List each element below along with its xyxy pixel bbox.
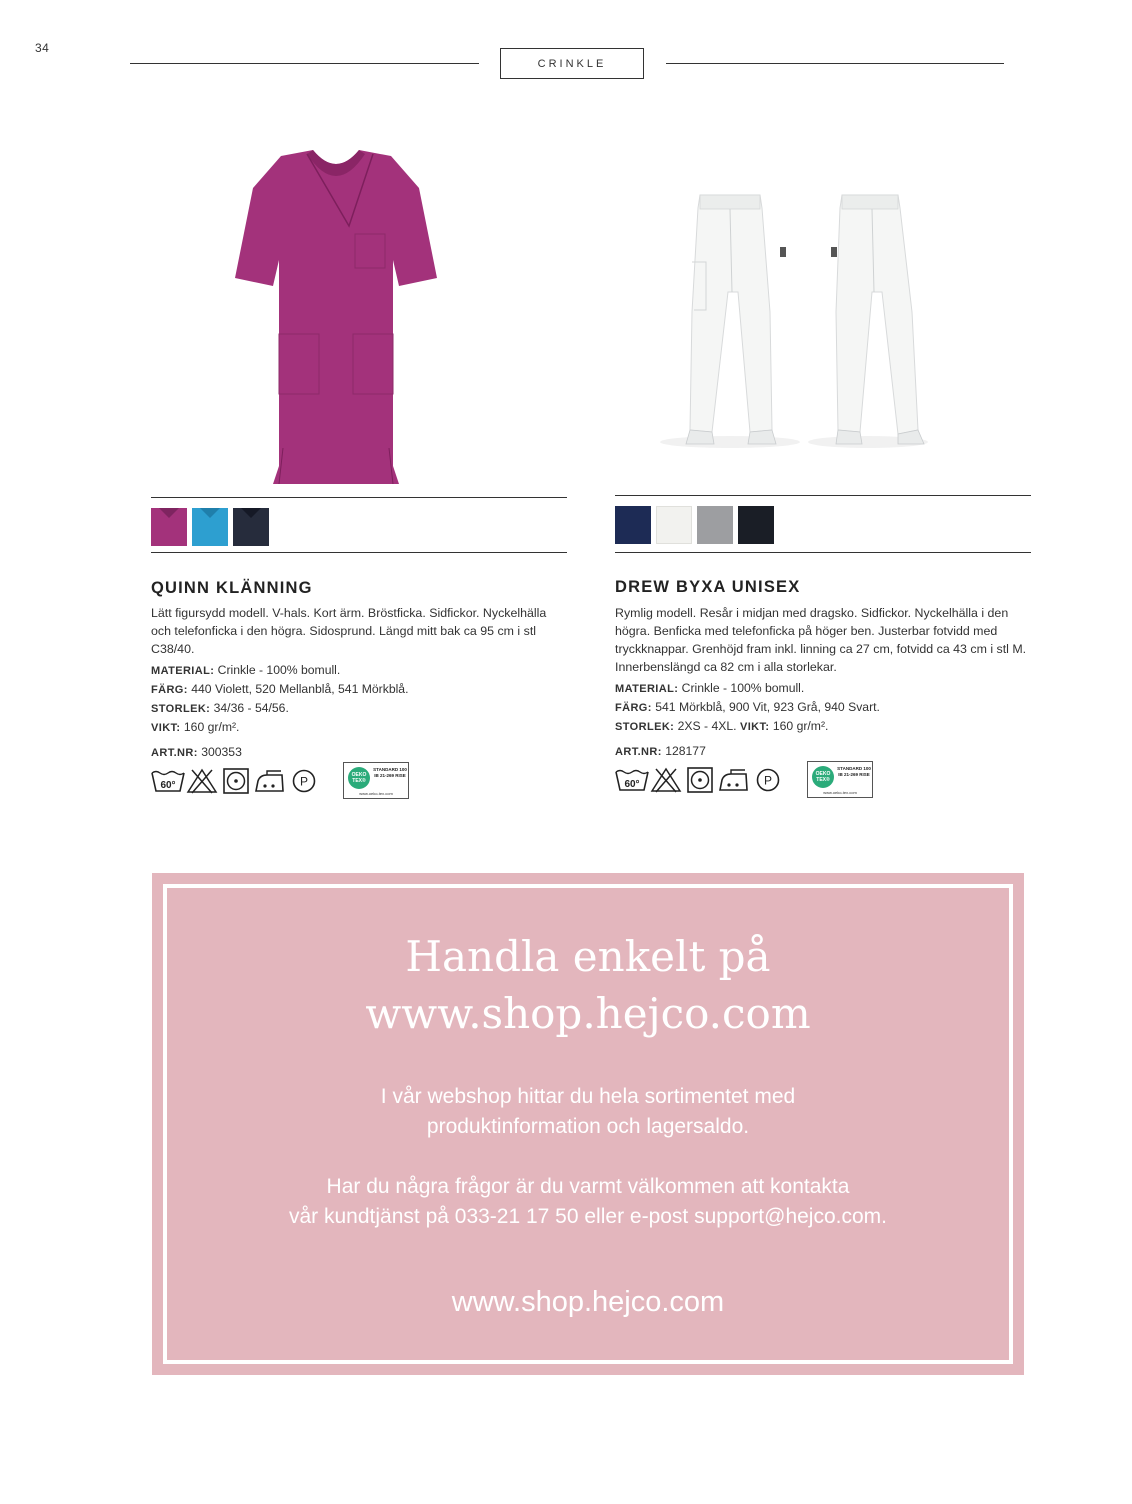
product-title: DREW BYXA UNISEX [615, 578, 801, 596]
swatch-rule-top [615, 495, 1031, 496]
product-quinn [151, 140, 567, 820]
promo-heading: Handla enkelt på www.shop.hejco.com [365, 932, 811, 1038]
product-title: QUINN KLÄNNING [151, 579, 313, 597]
swatch-gra[interactable] [697, 506, 733, 544]
section-label: CRINKLE [500, 48, 644, 79]
swatch-rule-bottom [615, 552, 1031, 553]
product-specs [151, 661, 408, 737]
iron-icon [717, 767, 751, 793]
oeko-tex-seal-icon: OEKO TEX® [348, 767, 370, 789]
svg-text:P: P [299, 774, 309, 788]
spec-size-weight: STORLEK: 2XS - 4XL. VIKT: 160 gr/m². [615, 719, 829, 733]
swatch-morkbla[interactable] [615, 506, 651, 544]
swatch-svart[interactable] [738, 506, 774, 544]
svg-text:P: P [763, 773, 773, 787]
spec-material: MATERIAL: Crinkle - 100% bomull. [615, 681, 805, 695]
care-symbols [615, 761, 873, 798]
wash-60-icon [615, 767, 649, 793]
product-specs [615, 679, 880, 736]
promo-text-contact: Har du några frågor är du varmt välkommen att kontakta vår kundtjänst på 033-21 17 50 eller e-post support@hejco.com. [289, 1175, 887, 1228]
svg-text:60°: 60° [160, 779, 176, 791]
swatch-rule-top [151, 497, 567, 498]
header-rule-right [666, 63, 1004, 64]
professional-clean-icon [287, 768, 321, 794]
violet-scrub-dress-image [231, 148, 441, 488]
no-bleach-icon [649, 767, 683, 793]
article-number: ART.NR: 128177 [615, 744, 706, 758]
spec-size: STORLEK: 34/36 - 54/56. [151, 701, 289, 715]
swatch-violet[interactable] [151, 508, 187, 546]
product-drew [615, 140, 1031, 820]
spec-material: MATERIAL: Crinkle - 100% bomull. [151, 663, 341, 677]
page-number: 34 [35, 41, 50, 55]
svg-text:60°: 60° [624, 778, 640, 790]
professional-clean-icon [751, 767, 785, 793]
iron-icon [253, 768, 287, 794]
promo-text-intro: I vår webshop hittar du hela sortimentet med produktinformation och lagersaldo. [380, 1085, 796, 1138]
tumble-dry-icon [219, 768, 253, 794]
promo-url-link[interactable]: www.shop.hejco.com [451, 1286, 725, 1318]
webshop-promo [152, 873, 1024, 1375]
spec-color: FÄRG: 541 Mörkblå, 900 Vit, 923 Grå, 940 Svart. [615, 700, 880, 714]
swatch-morkbla[interactable] [233, 508, 269, 546]
product-description: Rymlig modell. Resår i midjan med dragsko. Sidfickor. Nyckelhälla i den högra. Benficka med telefonficka på höger ben. Justerbar fotvidd med tryckknappar. Grenhöjd fram inkl. linning ca 27 cm, fotvidd ca 43 cm i stl M. Innerbenslängd ca 82 cm i alla storlekar. [615, 606, 1027, 674]
oeko-tex-label: OEKO TEX® STANDARD 100 IB 21-269 RISE www.oeko-tex.com [807, 761, 873, 798]
header-rule-left [130, 63, 479, 64]
oeko-tex-label: OEKO TEX® STANDARD 100 IB 21-269 RISE www.oeko-tex.com [343, 762, 409, 799]
no-bleach-icon [185, 768, 219, 794]
care-symbols [151, 762, 409, 799]
swatch-vit[interactable] [656, 506, 692, 544]
swatch-rule-bottom [151, 552, 567, 553]
product-description: Lätt figursydd modell. V-hals. Kort ärm. Bröstficka. Sidfickor. Nyckelhälla och telefonficka i den högra. Sidosprund. Längd mitt bak ca 95 cm i stl C38/40. [151, 606, 547, 656]
tumble-dry-icon [683, 767, 717, 793]
spec-weight: VIKT: 160 gr/m². [151, 720, 240, 734]
swatch-mellanbla[interactable] [192, 508, 228, 546]
article-number: ART.NR: 300353 [151, 745, 242, 759]
wash-60-icon [151, 768, 185, 794]
white-trousers-image [650, 192, 950, 452]
oeko-tex-seal-icon: OEKO TEX® [812, 766, 834, 788]
color-swatches [615, 506, 774, 544]
spec-color: FÄRG: 440 Violett, 520 Mellanblå, 541 Mörkblå. [151, 682, 409, 696]
color-swatches [151, 508, 269, 546]
